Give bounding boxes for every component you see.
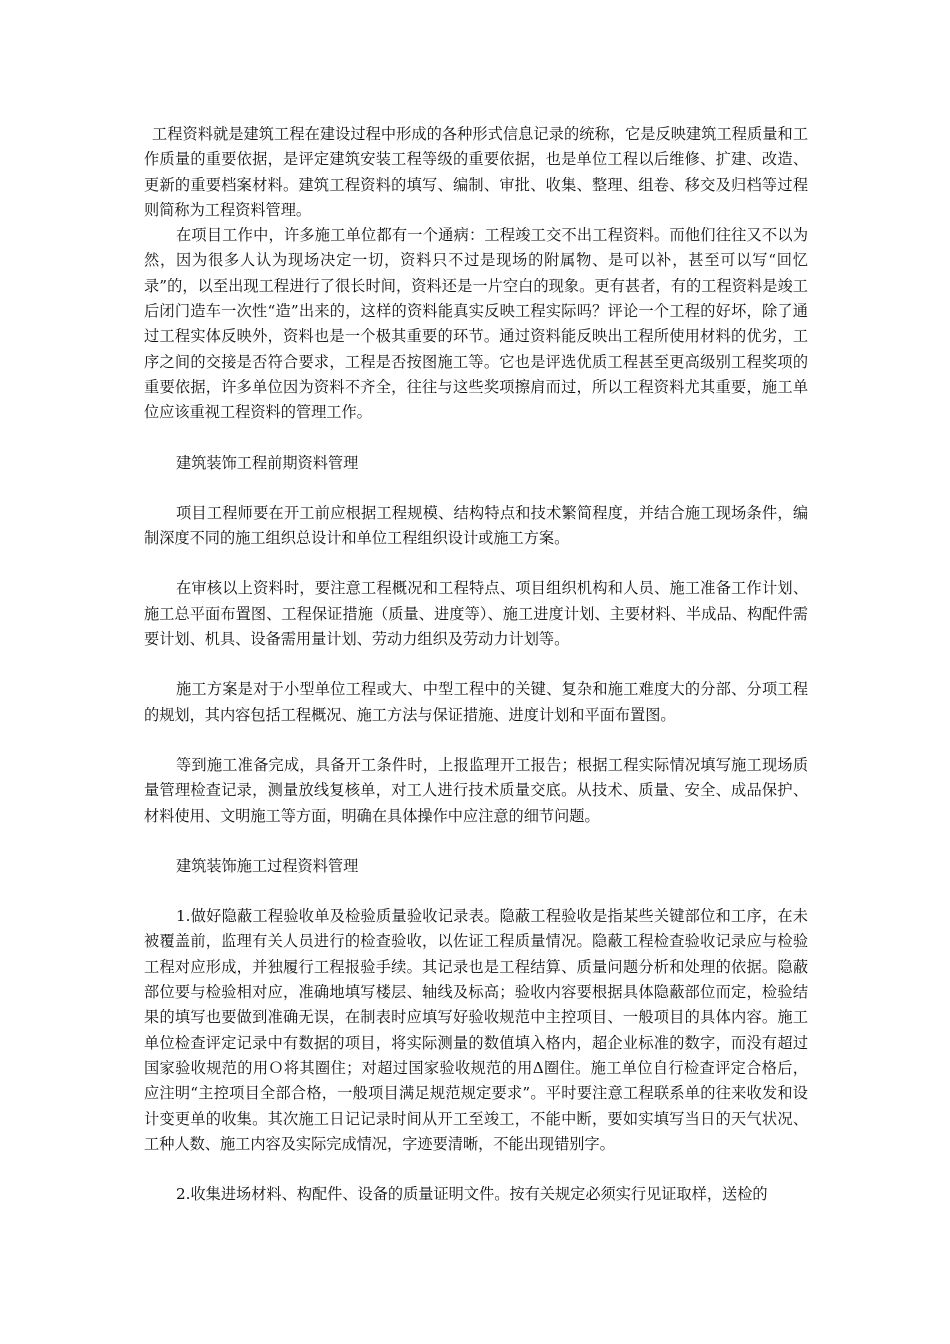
hidden-works-paragraph: 1.做好隐蔽工程验收单及检验质量验收记录表。隐蔽工程验收是指某些关键部位和工序，在未被覆盖前，监理有关人员进行的检查验收，以佐证工程质量情况。隐蔽工程检查验收记录应与检验工程对应形成，并独履行工程报验手续。其记录也是工程结算、质量问题分析和处理的依据。隐蔽部位要与检验相对应，准确地填写楼层、轴线及标高；验收内容要根据具体隐蔽部位而定，检验结果的填写也要做到准确无误，在制表时应填写好验收规范中主控项目、一般项目的具体内容。施工单位检查评定记录中有数据的项目，将实际测量的数值填入格内，超企业标准的数字，而没有超过国家验收规范的用Ｏ将其圈住；对超过国家验收规范的用Δ圈住。施工单位自行检查评定合格后，应注明“主控项目全部合格，一般项目满足规范规定要求”。平时要注意工程联系单的往来收发和设计变更单的收集。其次施工日记记录时间从开工至竣工，不能中断，要如实填写当日的天气状况、工种人数、施工内容及实际完成情况，字迹要清晰，不能出现错别字。 (144, 907, 808, 1153)
preparation-paragraph: 等到施工准备完成，具备开工条件时，上报监理开工报告；根据工程实际情况填写施工现场质量管理检查记录，测量放线复核单，对工人进行技术质量交底。从技术、质量、安全、成品保护、材料使用、文明施工等方面，明确在具体操作中应注意的细节问题。 (144, 755, 808, 825)
spacer (144, 829, 808, 854)
spacer (144, 879, 808, 904)
spacer (144, 426, 808, 451)
spacer (144, 551, 808, 576)
planning-paragraph: 项目工程师要在开工前应根据工程规模、结构特点和技术繁简程度，并结合施工现场条件，编制深度不同的施工组织总设计和单位工程组织设计或施工方案。 (144, 503, 808, 548)
problem-paragraph: 在项目工作中，许多施工单位都有一个通病：工程竣工交不出工程资料。而他们往往又不以为然，因为很多人认为现场决定一切，资料只不过是现场的附属物、是可以补，甚至可以写“回忆录”的，以至出现工程进行了很长时间，资料还是一片空白的现象。更有甚者，有的工程资料是竣工后闭门造车一次性“造”出来的，这样的资料能真实反映工程实际吗？评论一个工程的好坏，除了通过工程实体反映外，资料也是一个极其重要的环节。通过资料能反映出工程所使用材料的优劣，工序之间的交接是否符合要求，工程是否按图施工等。它也是评选优质工程甚至更高级别工程奖项的重要依据，许多单位因为资料不齐全，往往与这些奖项擦肩而过，所以工程资料尤其重要，施工单位应该重视工程资料的管理工作。 (144, 226, 808, 422)
section-heading-preliminary: 建筑装饰工程前期资料管理 (176, 453, 359, 472)
spacer (144, 476, 808, 501)
spacer (144, 728, 808, 753)
materials-paragraph: 2.收集进场材料、构配件、设备的质量证明文件。按有关规定必须实行见证取样，送检的 (176, 1185, 768, 1204)
construction-plan-paragraph: 施工方案是对于小型单位工程或大、中型工程中的关键、复杂和施工难度大的分部、分项工程的规划，其内容包括工程概况、施工方法与保证措施、进度计划和平面布置图。 (144, 680, 808, 724)
spacer (144, 652, 808, 677)
section-heading-process: 建筑装饰施工过程资料管理 (176, 856, 359, 875)
review-paragraph: 在审核以上资料时，要注意工程概况和工程特点、项目组织机构和人员、施工准备工作计划、施工总平面布置图、工程保证措施（质量、进度等）、施工进度计划、主要材料、半成品、构配件需要计划、机具、设备需用量计划、劳动力组织及劳动力计划等。 (144, 579, 808, 649)
document-page (144, 122, 808, 1207)
intro-paragraph: 工程资料就是建筑工程在建设过程中形成的各种形式信息记录的统称，它是反映建筑工程质量和工作质量的重要依据，是评定建筑安装工程等级的重要依据，也是单位工程以后维修、扩建、改造、更新的重要档案材料。建筑工程资料的填写、编制、审批、收集、整理、组卷、移交及归档等过程则简称为工程资料管理。 (144, 125, 808, 219)
spacer (144, 1157, 808, 1182)
